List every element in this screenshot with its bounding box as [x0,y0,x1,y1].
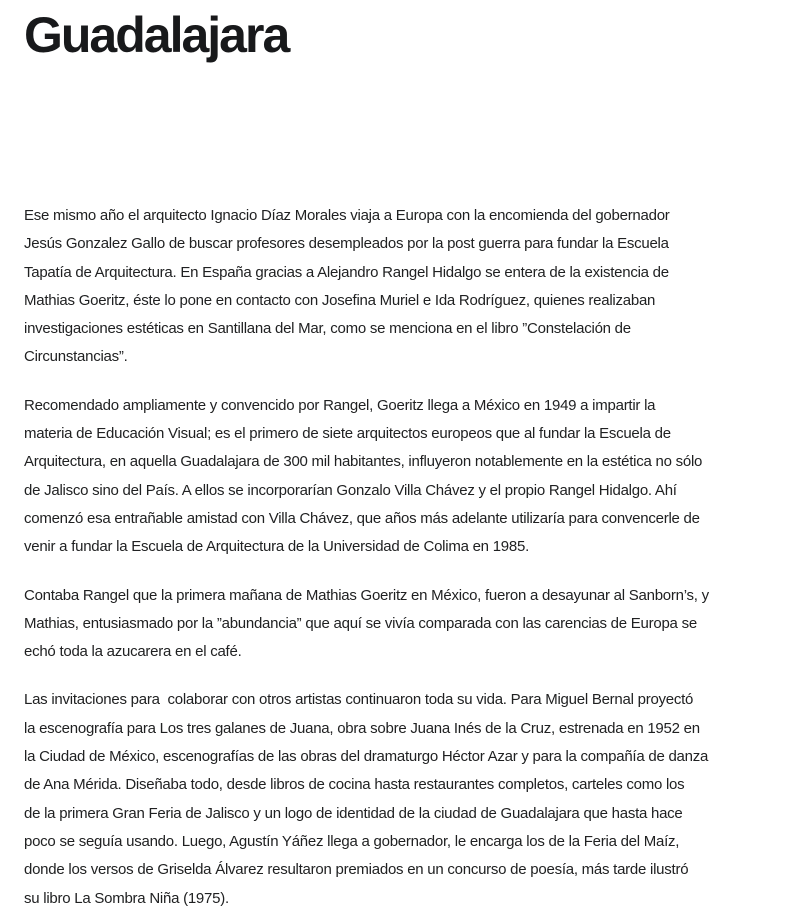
text-line: la escenografía para Los tres galanes de Juana, obra sobre Juana Inés de la Cruz, estrenada en 1952 en [24,719,700,737]
text-line: Las invitaciones para colaborar con otros artistas continuaron toda su vida. Para Miguel Bernal proyectó [24,691,694,709]
text-line: Recomendado ampliamente y convencido por Rangel, Goeritz llega a México en 1949 a impartir la [24,396,656,414]
text-line: Contaba Rangel que la primera mañana de Mathias Goeritz en México, fueron a desayunar al Sanborn’s, y [24,586,709,604]
text-line: de Ana Mérida. Diseñaba todo, desde libros de cocina hasta restaurantes completos, carteles como los [24,776,685,794]
paragraph [24,202,766,372]
text-line: Circunstancias”. [24,348,128,366]
text-line: su libro La Sombra Niña (1975). [24,889,229,907]
text-line: comenzó esa entrañable amistad con Villa Chávez, que años más adelante utilizaría para convencerle de [24,509,700,527]
text-line: Mathias, entusiasmado por la ”abundancia” que aquí se vivía comparada con las carencias de Europa se [24,614,697,632]
text-line: Mathias Goeritz, éste lo pone en contacto con Josefina Muriel e Ida Rodríguez, quienes realizaban [24,291,656,309]
text-line: Tapatía de Arquitectura. En España gracias a Alejandro Rangel Hidalgo se entera de la existencia de [24,263,669,281]
text-line: investigaciones estéticas en Santillana del Mar, como se menciona en el libro ”Constelación de [24,320,631,338]
text-line: Ese mismo año el arquitecto Ignacio Díaz Morales viaja a Europa con la encomienda del gobernador [24,207,670,224]
text-line: materia de Educación Visual; es el primero de siete arquitectos europeos que al fundar la Escuela de [24,425,671,443]
paragraph [24,686,766,912]
text-line: Arquitectura, en aquella Guadalajara de 300 mil habitantes, influyeron notablemente en la estética no sólo [24,453,703,471]
text-line: de Jalisco sino del País. A ellos se incorporarían Gonzalo Villa Chávez y el propio Rangel Hidalgo. Ahí [24,481,677,499]
paragraph [24,582,766,667]
paragraph [24,392,766,562]
text-line: venir a fundar la Escuela de Arquitectura de la Universidad de Colima en 1985. [24,538,529,556]
text-line: donde los versos de Griselda Álvarez resultaron premiados en un concurso de poesía, más tarde ilustró [24,861,689,879]
page-title: Guadalajara [24,7,289,63]
text-line: poco se seguía usando. Luego, Agustín Yáñez llega a gobernador, le encarga los de la Feria del Maíz, [24,832,680,850]
text-line: echó toda la azucarera en el café. [24,643,242,661]
article-body [24,202,766,913]
text-line: la Ciudad de México, escenografías de las obras del dramaturgo Héctor Azar y para la compañía de danza [24,748,709,766]
text-line: Jesús Gonzalez Gallo de buscar profesores desempleados por la post guerra para fundar la Escuela [24,235,669,253]
text-line: de la primera Gran Feria de Jalisco y un logo de identidad de la ciudad de Guadalajara que hasta hace [24,804,683,822]
